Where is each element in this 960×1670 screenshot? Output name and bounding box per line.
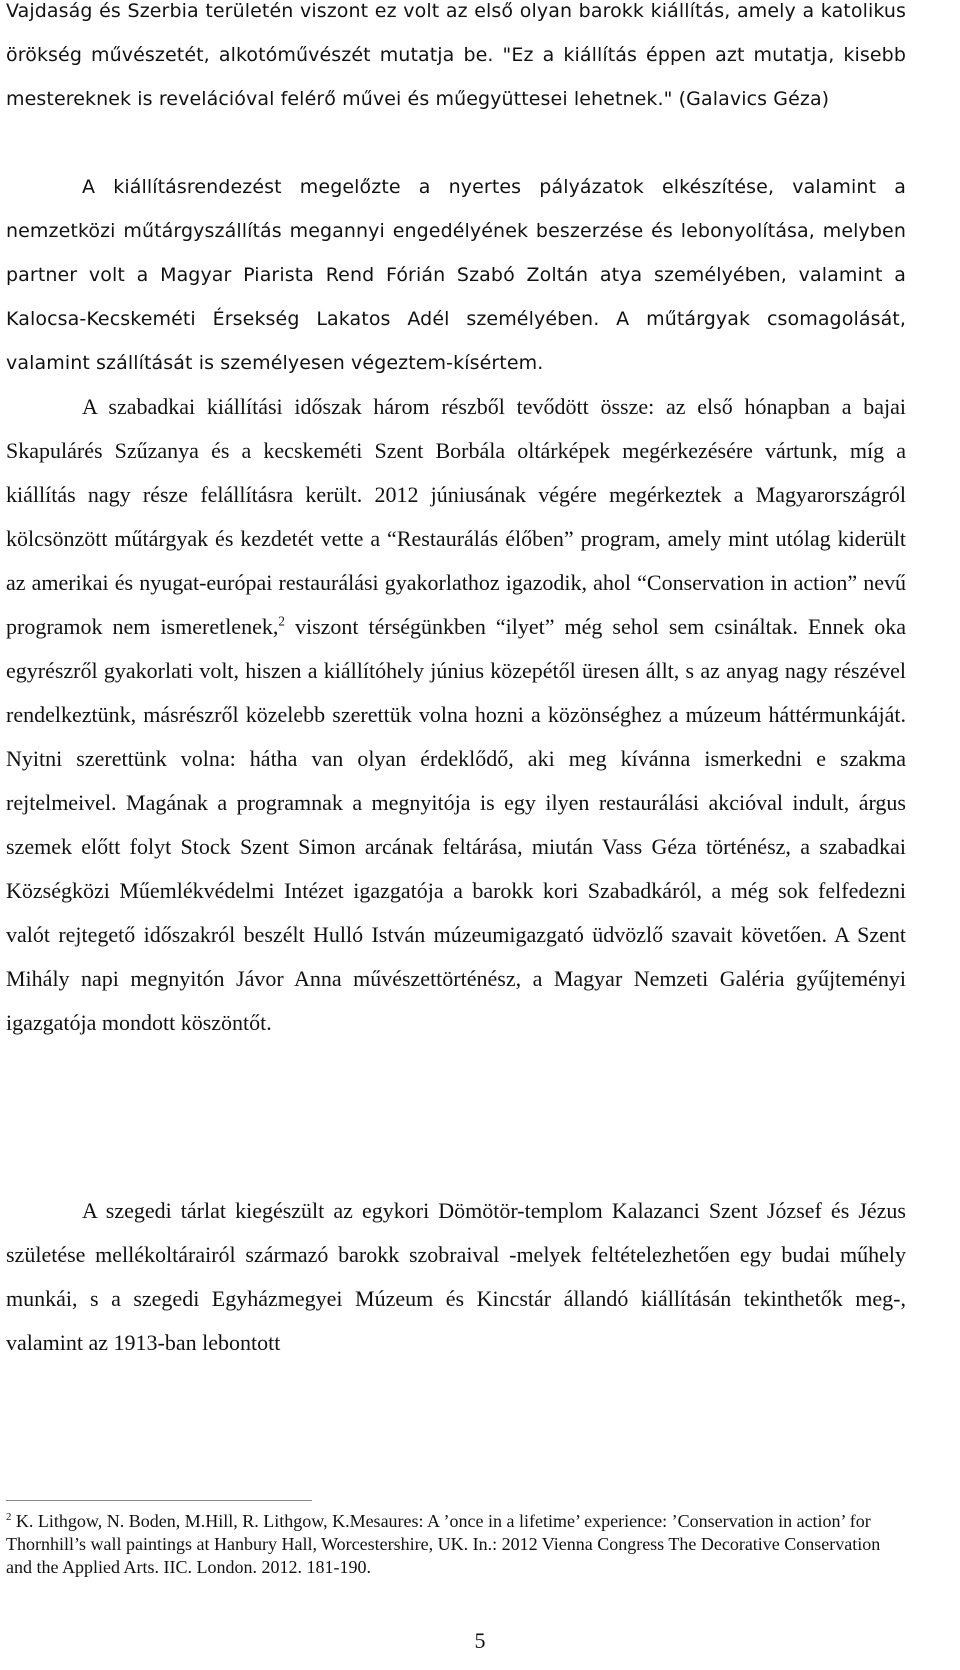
footnote bbox=[6, 1510, 906, 1579]
paragraph-exhibition-organization: A kiállításrendezést megelőzte a nyertes pályázatok elkészítése, valamint a nemzetközi műtárgyszállítás megannyi engedélyének beszerzése és lebonyolítása, melyben partner volt a Magyar Piarista Rend Fórián Szabó Zoltán atya személyében, valamint a Kalocsa-Kecskeméti Érsekség Lakatos Adél személyében. A műtárgyak csomagolását, valamint szállítását is személyesen végeztem-kísértem. bbox=[6, 176, 906, 374]
paragraph-text-part: A szabadkai kiállítási időszak három részből tevődött össze: az első hónapban a bajai Skapulárés Szűzanya és a kecskeméti Szent Borbála oltárképek megérkezésére vártunk, míg a kiállítás nagy része felállításra került. 2012 júniusának végére megérkeztek a Magyarországról kölcsönzött műtárgyak és kezdetét vette a “Restaurálás élőben” program, amely mint utólag kiderült az amerikai és nyugat-európai restaurálási gyakorlathoz igazodik, ahol “Conservation in action” nevű programok nem ismeretlenek, bbox=[6, 394, 906, 639]
footnote-separator bbox=[6, 1500, 312, 1501]
page-number: 5 bbox=[474, 1628, 486, 1653]
paragraph-szeged-exhibition: A szegedi tárlat kiegészült az egykori Dömötör-templom Kalazanci Szent József és Jézus születése mellékoltárairól származó barokk szobraival -melyek feltételezhetően egy budai műhely munkái, s a szegedi Egyházmegyei Múzeum és Kincstár állandó kiállításán tekinthetők meg-, valamint az 1913-ban lebontott bbox=[6, 1198, 906, 1355]
paragraph-text-part: viszont térségünkben “ilyet” még sehol sem csináltak. Ennek oka egyrészről gyakorlati volt, hiszen a kiállítóhely június közepétől üresen állt, s az anyag nagy részével rendelkeztünk, másrészről közelebb szerettük volna hozni a közönséghez a múzeum háttérmunkáját. Nyitni szerettünk volna: hátha van olyan érdeklődő, aki meg kívánna ismerkedni e szakma rejtelmeivel. Magának a programnak a megnyitója is egy ilyen restaurálási akcióval indult, árgus szemek előtt folyt Stock Szent Simon arcának feltárása, miután Vass Géza történész, a szabadkai Községközi Műemlékvédelmi Intézet igazgatója a barokk kori Szabadkáról, a még sok felfedezni valót rejtegető időszakról beszélt Hulló István múzeumigazgató üdvözlő szavait követően. A Szent Mihály napi megnyitón Jávor Anna művészettörténész, a Magyar Nemzeti Galéria gyűjteményi igazgatója mondott köszöntőt. bbox=[6, 614, 906, 1035]
footnote-marker: 2 bbox=[6, 1511, 12, 1523]
footnote-text: K. Lithgow, N. Boden, M.Hill, R. Lithgow, K.Mesaures: A ’once in a lifetime’ experience: ’Conservation in action’ for Thornhill’s wall paintings at Hanbury Hall, Worcestershire, UK. In.: 2012 Vienna Congress The Decorative Conservation and the Applied Arts. IIC. London. 2012. 181-190. bbox=[6, 1511, 881, 1577]
paragraph-subotica-period bbox=[6, 385, 906, 1045]
paragraph-intro: Vajdaság és Szerbia területén viszont ez volt az első olyan barokk kiállítás, amely a katolikus örökség művészetét, alkotóművészét mutatja be. "Ez a kiállítás éppen azt mutatja, kisebb mestereknek is revelációval felérő művei és műegyüttesei lehetnek." (Galavics Géza) bbox=[6, 0, 906, 110]
footnote-reference[interactable]: 2 bbox=[278, 613, 285, 629]
